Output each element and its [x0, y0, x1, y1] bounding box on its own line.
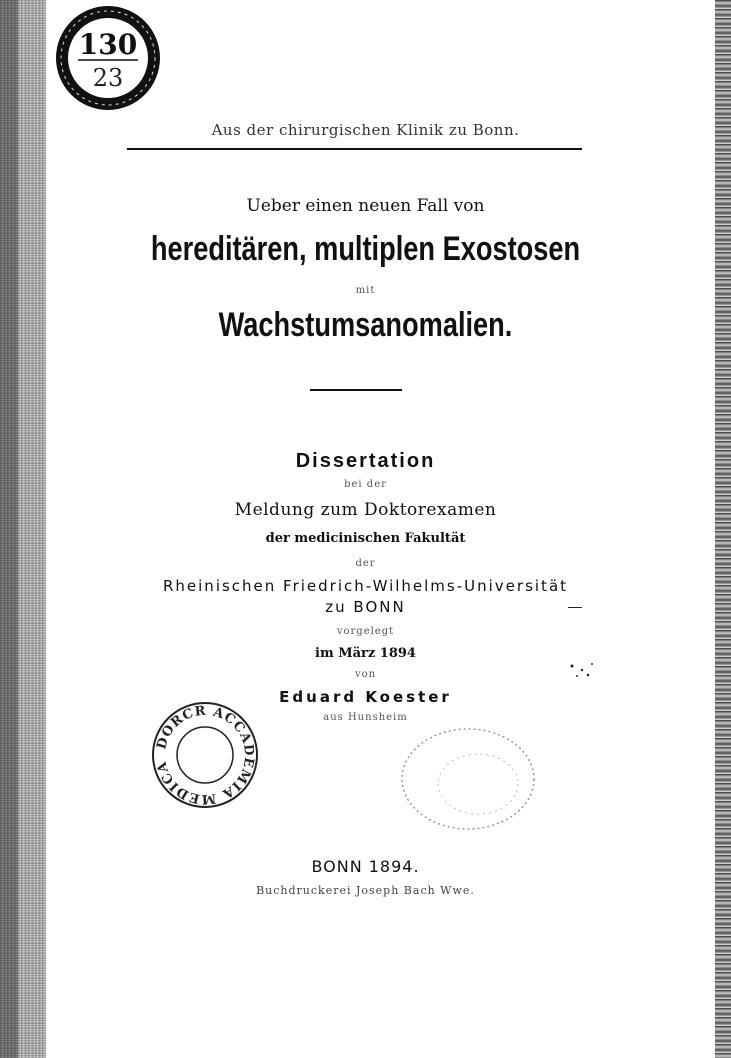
speckle-marks: [568, 660, 598, 682]
faint-stamp-right: [398, 724, 538, 834]
stamp-number-top: 130: [78, 28, 138, 61]
datum-line: im März 1894: [315, 646, 416, 661]
title-line-4: Wachstumsanomalien.: [218, 306, 513, 344]
herkunft-line: aus Hunsheim: [323, 712, 408, 723]
dash-mark: [568, 607, 582, 608]
zu-bonn-line: zu BONN: [325, 598, 406, 616]
page-edge-left: [0, 0, 46, 1058]
printer-line: Buchdruckerei Joseph Bach Wwe.: [256, 884, 475, 897]
vorgelegt-line: vorgelegt: [336, 626, 395, 637]
accademia-stamp: [150, 700, 260, 810]
divider-rule: [310, 389, 402, 391]
title-line-2: hereditären, multiplen Exostosen: [150, 230, 581, 268]
universitaet-line: Rheinischen Friedrich-Wilhelms-Universität: [162, 577, 569, 595]
svg-text:DORCR ACCADEMIA MEDICA: [154, 704, 256, 807]
author-line: Eduard Koester: [279, 688, 452, 706]
stamp-number-bottom: 23: [92, 64, 124, 92]
meldung-line: Meldung zum Doktorexamen: [234, 500, 497, 520]
accademia-stamp-text: DORCR ACCADEMIA MEDICA: [154, 703, 257, 807]
place-year: BONN 1894.: [311, 857, 420, 876]
dissertation-heading: Dissertation: [295, 450, 436, 472]
von-line: von: [354, 669, 377, 680]
title-line-1: Ueber einen neuen Fall von: [246, 196, 485, 216]
header-rule: [127, 148, 582, 150]
der-line: der: [355, 558, 376, 569]
library-stamp-top: [54, 4, 162, 112]
title-line-3: mit: [355, 285, 376, 296]
page-edge-right: [715, 0, 731, 1058]
bei-der-line: bei der: [344, 479, 387, 490]
institution-line: Aus der chirurgischen Klinik zu Bonn.: [211, 121, 520, 139]
fakultaet-line: der medicinischen Fakultät: [265, 531, 466, 546]
